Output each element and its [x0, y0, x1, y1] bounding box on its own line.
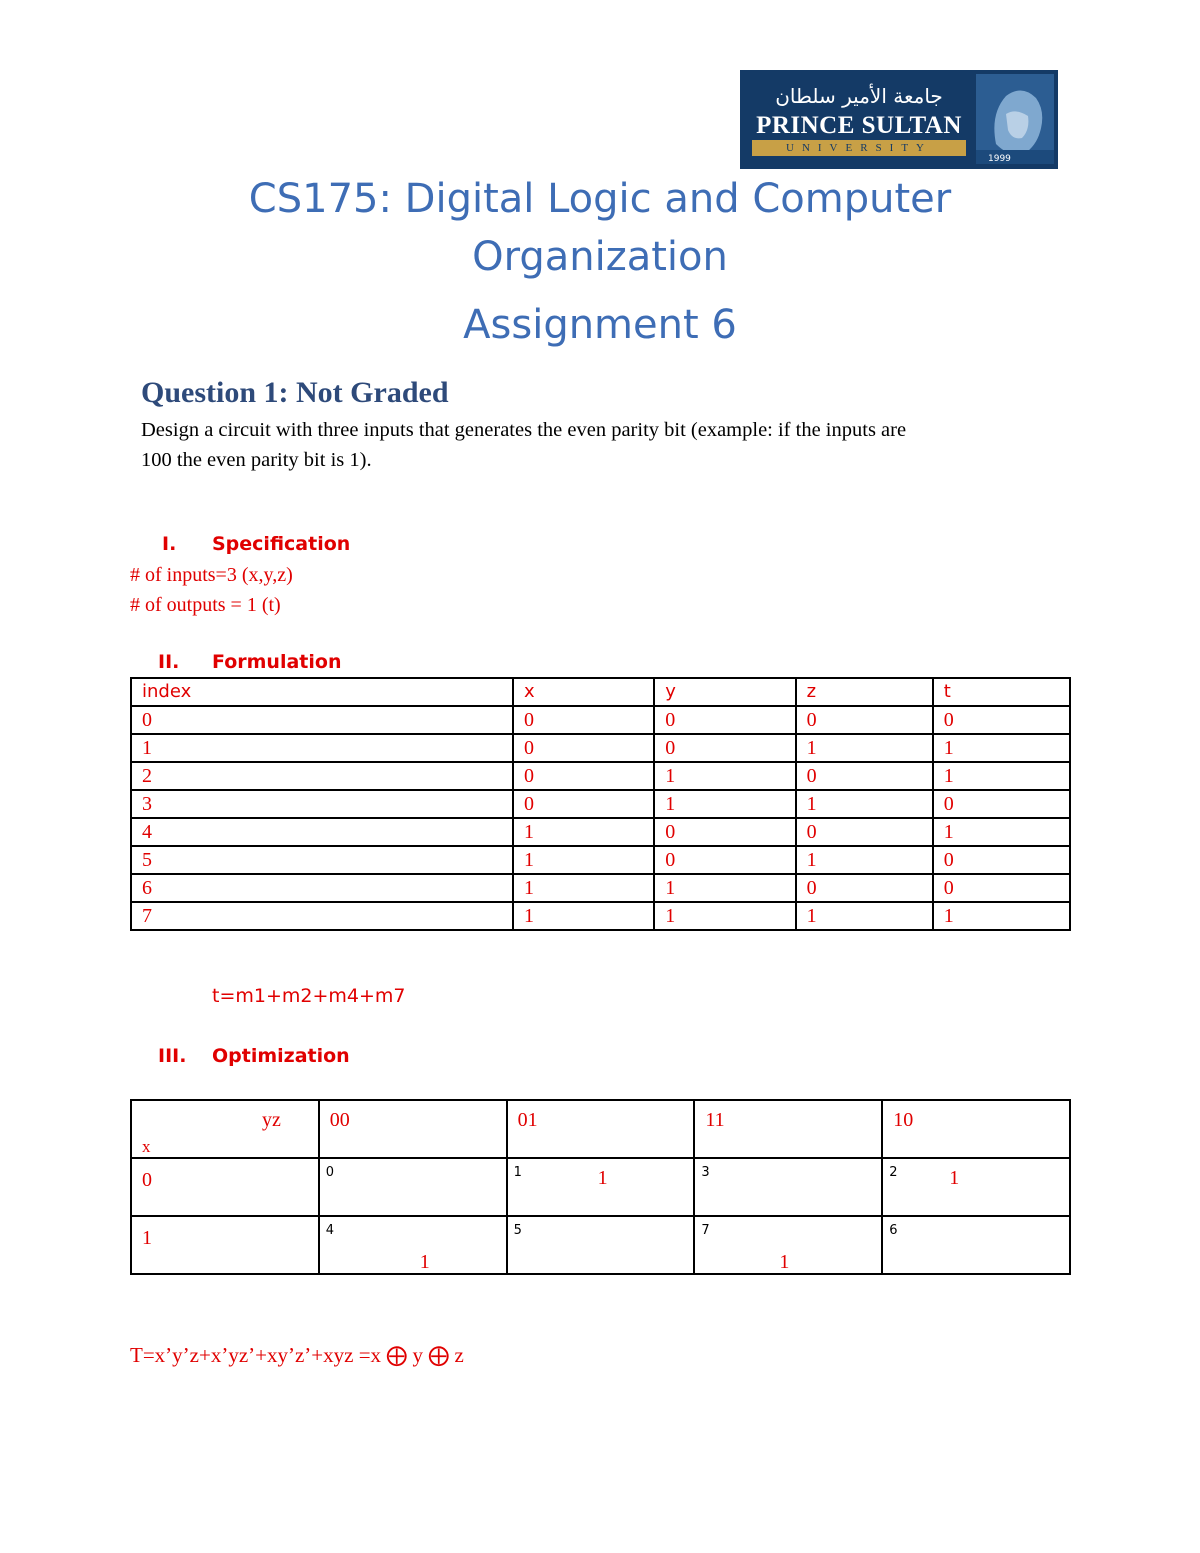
- kmap-row-label: 0: [142, 1169, 152, 1191]
- col-header-index: index: [131, 678, 513, 706]
- cell: 1: [796, 902, 933, 930]
- cell: 1: [933, 902, 1070, 930]
- kmap-row-header: [131, 1158, 319, 1216]
- optimization-heading: Optimization: [212, 1045, 350, 1067]
- outputs-count: # of outputs = 1 (t): [130, 594, 281, 616]
- cell: 1: [513, 846, 654, 874]
- kmap-row-header: [131, 1216, 319, 1274]
- cell: 1: [654, 902, 795, 930]
- cell: 1: [796, 734, 933, 762]
- kmap-corner: [131, 1100, 319, 1158]
- kmap-corner-x: x: [142, 1137, 151, 1156]
- kmap-cell: [319, 1216, 507, 1274]
- logo-arabic-text: جامعة الأمير سلطان: [775, 84, 943, 108]
- course-title-line1: CS175: Digital Logic and Computer: [248, 176, 952, 222]
- kmap-col-label: 00: [329, 1109, 350, 1131]
- inputs-count: # of inputs=3 (x,y,z): [130, 564, 293, 586]
- cell: 1: [933, 734, 1070, 762]
- cell: 0: [513, 790, 654, 818]
- table-row: [131, 706, 1070, 734]
- kmap-cell-index: 2: [889, 1165, 898, 1180]
- cell: 1: [131, 734, 513, 762]
- kmap-cell: [507, 1216, 695, 1274]
- col-header-t: t: [933, 678, 1070, 706]
- cell: 6: [131, 874, 513, 902]
- kmap-cell: [507, 1158, 695, 1216]
- cell: 1: [933, 762, 1070, 790]
- cell: 0: [654, 706, 795, 734]
- kmap-cell-index: 6: [889, 1223, 898, 1238]
- cell: 1: [654, 874, 795, 902]
- kmap-col-label: 11: [705, 1109, 725, 1131]
- cell: 0: [654, 734, 795, 762]
- table-row: [131, 874, 1070, 902]
- cell: 0: [131, 706, 513, 734]
- formulation-heading: Formulation: [212, 651, 342, 673]
- cell: 0: [513, 706, 654, 734]
- table-row: [131, 846, 1070, 874]
- cell: 4: [131, 818, 513, 846]
- question-title: Question 1: Not Graded: [141, 376, 449, 409]
- cell: 0: [513, 762, 654, 790]
- specification-number: I.: [162, 533, 177, 555]
- cell: 1: [513, 874, 654, 902]
- logo-university-text: UNIVERSITY: [752, 140, 966, 156]
- cell: 1: [933, 818, 1070, 846]
- kmap-cell-index: 0: [325, 1165, 335, 1180]
- cell: 0: [654, 846, 795, 874]
- col-header-x: x: [513, 678, 654, 706]
- cell: 1: [654, 762, 795, 790]
- kmap-cell-index: 7: [701, 1223, 710, 1238]
- formulation-number: II.: [158, 651, 180, 673]
- kmap-cell-value: 1: [949, 1167, 960, 1189]
- kmap-col-header: [319, 1100, 507, 1158]
- kmap-col-label: 01: [517, 1109, 538, 1131]
- kmap-row: [131, 1158, 1070, 1216]
- cell: 0: [513, 734, 654, 762]
- kmap-cell-index: 5: [513, 1223, 522, 1238]
- karnaugh-map: [130, 1099, 1071, 1275]
- question-text-line2: 100 the even parity bit is 1).: [141, 449, 372, 471]
- kmap-cell: [694, 1216, 882, 1274]
- cell: 1: [796, 790, 933, 818]
- portrait-emblem-icon: [976, 74, 1054, 164]
- col-header-z: z: [796, 678, 933, 706]
- university-logo: [740, 70, 1058, 169]
- cell: 3: [131, 790, 513, 818]
- kmap-corner-yz: yz: [262, 1109, 281, 1131]
- question-text-line1: Design a circuit with three inputs that generates the even parity bit (example: if the inputs are: [141, 419, 907, 441]
- optimization-number: III.: [158, 1045, 187, 1067]
- cell: 1: [654, 790, 795, 818]
- kmap-cell-value: 1: [597, 1167, 608, 1189]
- cell: 0: [654, 818, 795, 846]
- table-row: [131, 734, 1070, 762]
- kmap-cell-value: 1: [419, 1251, 430, 1273]
- table-row: [131, 902, 1070, 930]
- minterm-equation: t=m1+m2+m4+m7: [212, 985, 406, 1007]
- specification-heading: Specification: [212, 533, 351, 555]
- kmap-cell: [694, 1158, 882, 1216]
- cell: 0: [933, 790, 1070, 818]
- cell: 5: [131, 846, 513, 874]
- kmap-col-header: [507, 1100, 695, 1158]
- kmap-row-label: 1: [142, 1227, 152, 1249]
- truth-table: [130, 677, 1071, 931]
- kmap-header-row: [131, 1100, 1070, 1158]
- cell: 1: [513, 818, 654, 846]
- kmap-cell: [319, 1158, 507, 1216]
- kmap-cell: [882, 1158, 1070, 1216]
- cell: 1: [796, 846, 933, 874]
- simplified-expression: T=x’y’z+x’yz’+xy’z’+xyz =x ⨁ y ⨁ z: [130, 1343, 464, 1367]
- kmap-cell-value: 1: [779, 1251, 790, 1273]
- cell: 0: [933, 706, 1070, 734]
- cell: 1: [513, 902, 654, 930]
- truth-table-header-row: [131, 678, 1070, 706]
- table-row: [131, 790, 1070, 818]
- logo-name-text: PRINCE SULTAN: [756, 112, 962, 139]
- assignment-title: Assignment 6: [463, 302, 737, 348]
- kmap-cell-index: 1: [513, 1165, 522, 1180]
- kmap-row: [131, 1216, 1070, 1274]
- cell: 0: [796, 762, 933, 790]
- cell: 0: [796, 818, 933, 846]
- table-row: [131, 818, 1070, 846]
- cell: 0: [796, 706, 933, 734]
- kmap-col-header: [694, 1100, 882, 1158]
- course-title-line2: Organization: [472, 234, 728, 280]
- cell: 2: [131, 762, 513, 790]
- kmap-cell-index: 3: [701, 1165, 710, 1180]
- table-row: [131, 762, 1070, 790]
- kmap-cell: [882, 1216, 1070, 1274]
- cell: 0: [933, 874, 1070, 902]
- cell: 0: [933, 846, 1070, 874]
- cell: 7: [131, 902, 513, 930]
- kmap-col-label: 10: [893, 1109, 914, 1131]
- kmap-cell-index: 4: [325, 1223, 335, 1238]
- col-header-y: y: [654, 678, 795, 706]
- cell: 0: [796, 874, 933, 902]
- logo-year: 1999: [988, 154, 1011, 164]
- kmap-col-header: [882, 1100, 1070, 1158]
